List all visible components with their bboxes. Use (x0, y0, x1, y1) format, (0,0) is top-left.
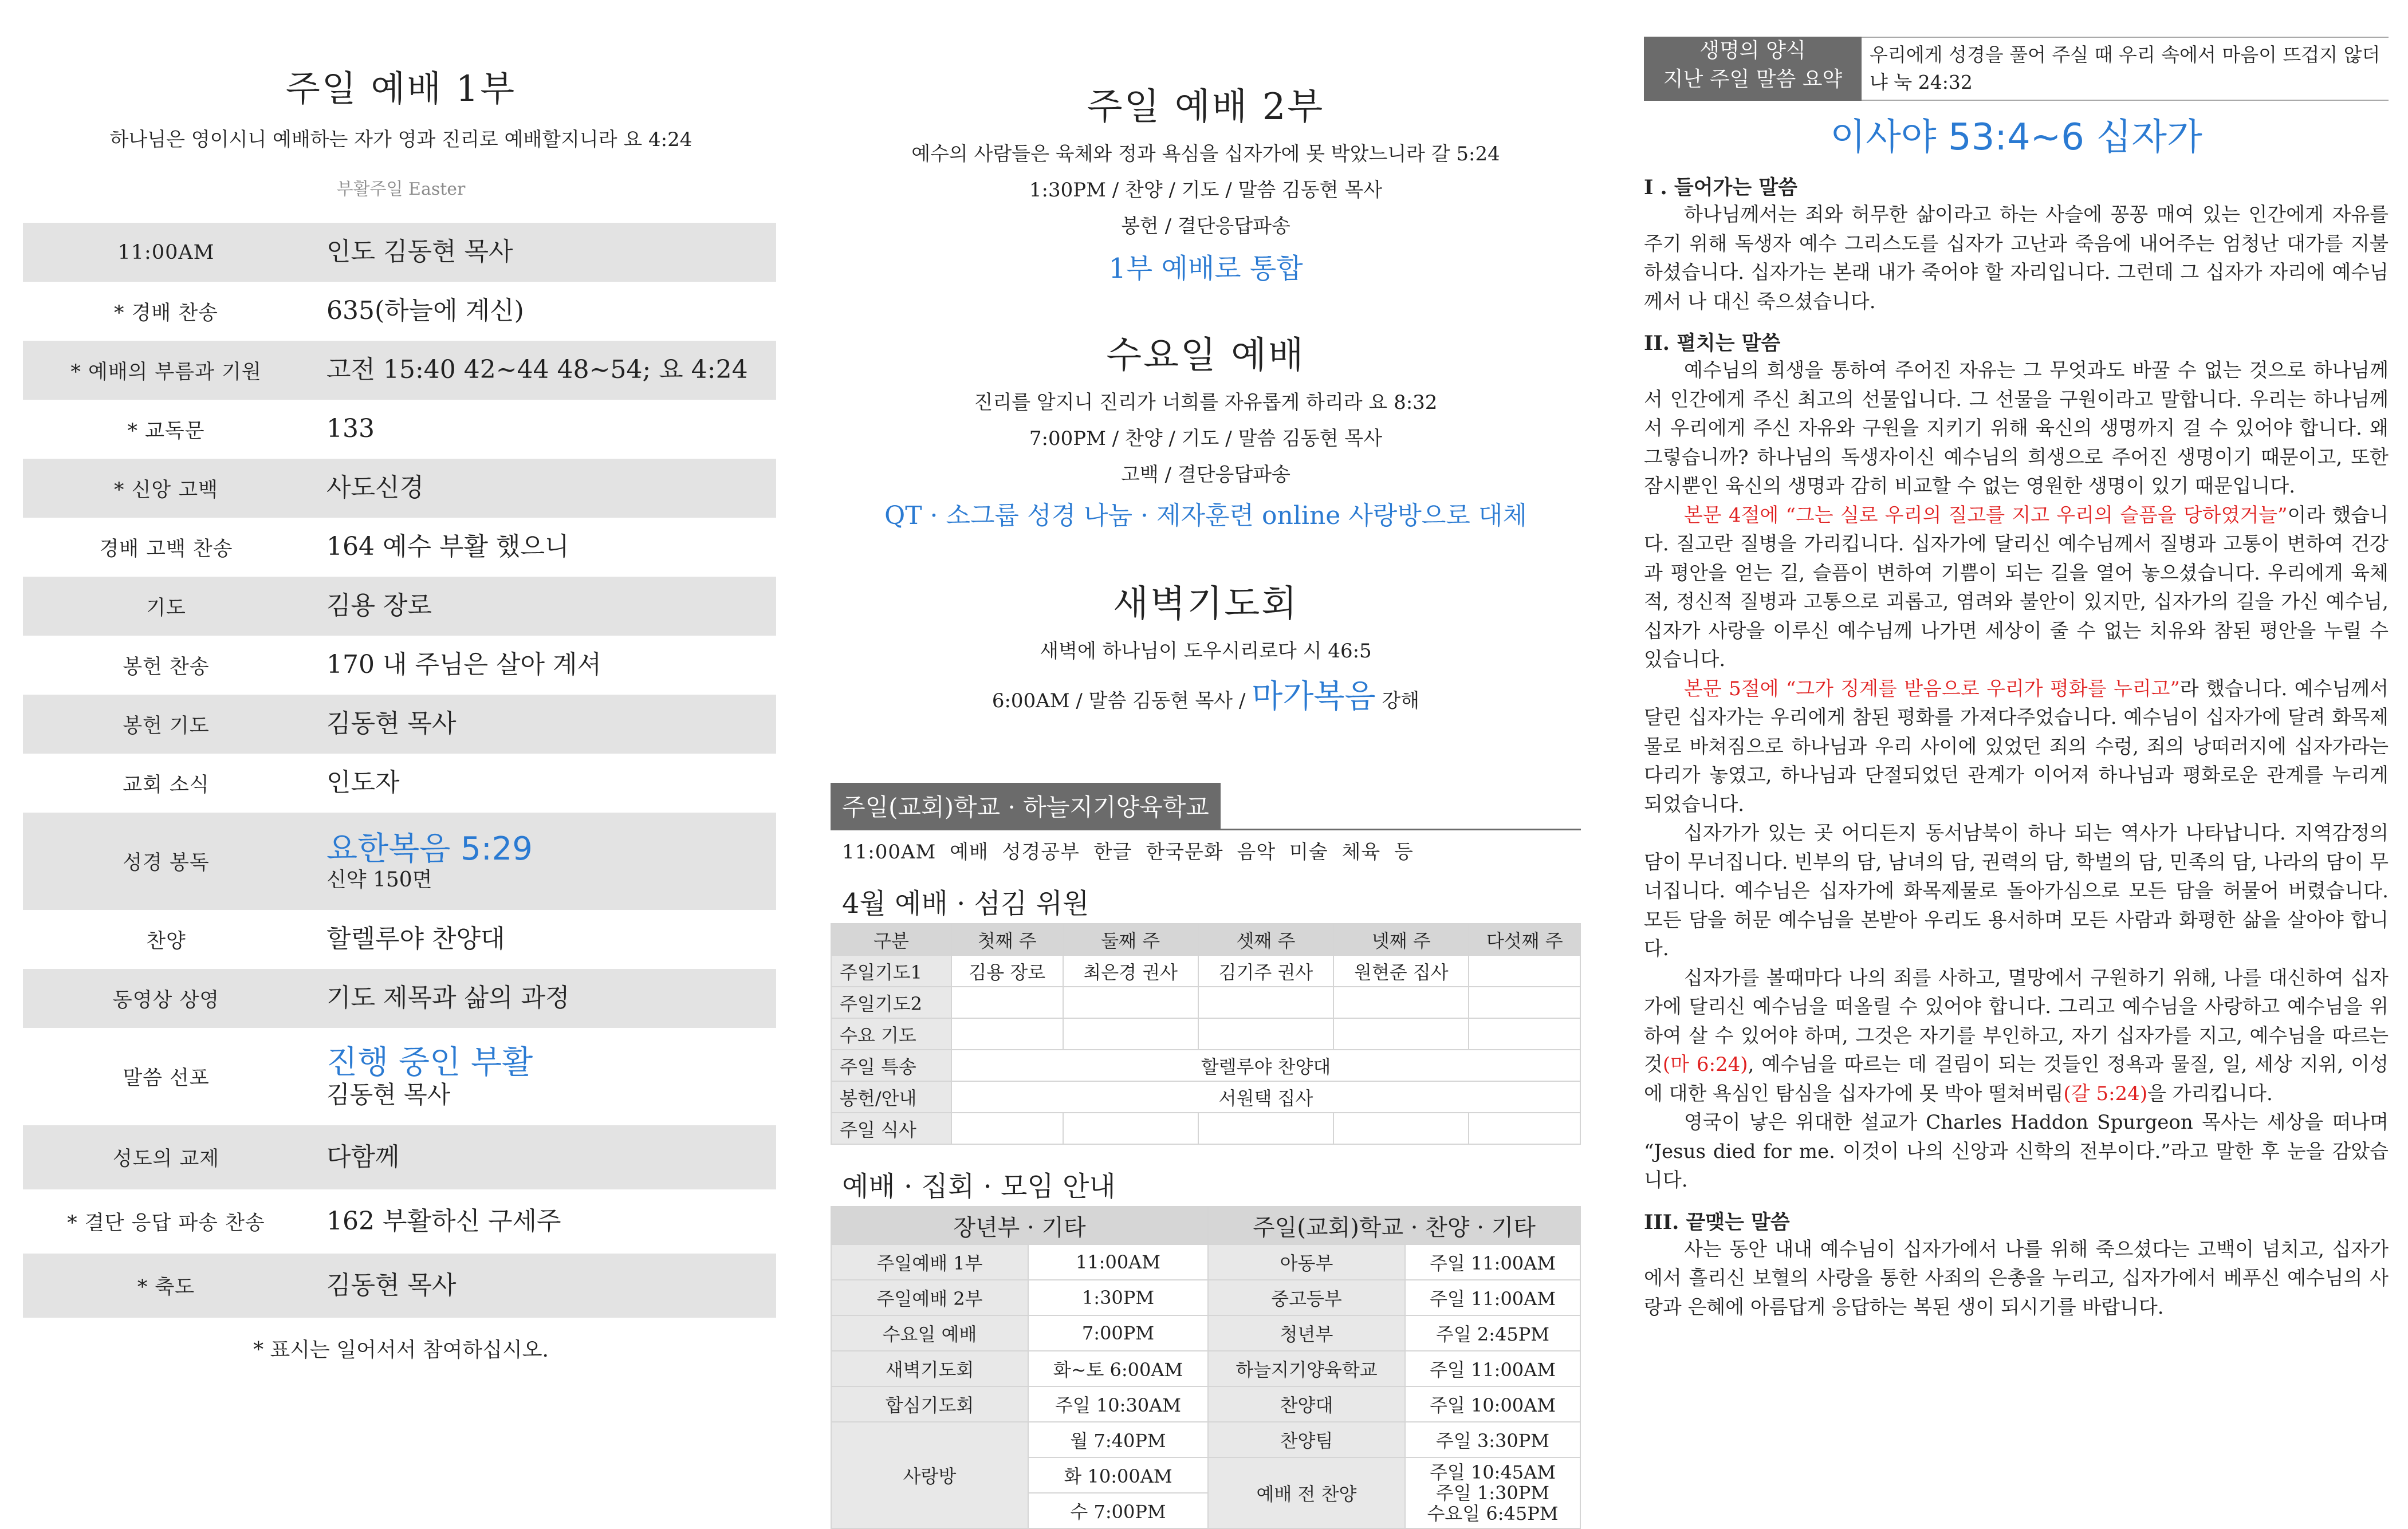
paragraph: 영국이 낳은 위대한 설교가 Charles Haddon Spurgeon 목사는 세상을 떠나며 “Jesus died for me. 이것이 나의 신앙과 신학의 전부이다.”라고 말한 후 눈을 감았습니다. (1644, 1111, 2389, 1192)
committee-cell (951, 987, 1063, 1018)
order-row-sermon (23, 1028, 776, 1125)
order-label: 교회 소식 (123, 773, 210, 797)
order-value: 김동현 목사 (326, 709, 457, 739)
wednesday-title: 수요일 예배 (1106, 334, 1305, 377)
preacher: 김동현 목사 (326, 1081, 451, 1109)
committee-cell (1469, 1113, 1580, 1144)
committee-header: 다섯째 주 (1469, 924, 1580, 955)
schedule-time: 주일 11:00AM (1405, 1351, 1580, 1386)
standing-note: * 표시는 일어서서 참여하십시오. (253, 1338, 549, 1362)
service2-verse: 예수의 사람들은 육체와 정과 욕심을 십자가에 못 박았느니라 갈 5:24 (911, 143, 1500, 165)
sermon-header (1644, 37, 2389, 101)
schedule-name: 하늘지기양육학교 (1208, 1351, 1405, 1386)
committee-role: 주일기도1 (831, 955, 951, 987)
paragraph (1644, 501, 2389, 675)
committee-cell (951, 1018, 1063, 1050)
committee-table (831, 923, 1581, 1145)
schedule-name: 중고등부 (1208, 1280, 1405, 1315)
order-row (23, 695, 776, 754)
schedule-time: 수요일 6:45PM (1427, 1503, 1559, 1524)
table-row (831, 1018, 1580, 1050)
order-row (23, 459, 776, 518)
dawn-verse: 새벽에 하나님이 도우시리로다 시 46:5 (1040, 640, 1372, 663)
committee-cell (1333, 987, 1469, 1018)
dawn-line-prefix: 6:00AM / 말씀 김동현 목사 / (991, 689, 1246, 712)
sermon-title: 이사야 53:4~6 십자가 (1830, 116, 2202, 159)
service2-title: 주일 예배 2부 (1087, 86, 1325, 128)
committee-cell (1063, 1113, 1198, 1144)
highlighted-quote: 본문 4절에 “그는 실로 우리의 질고를 지고 우리의 슬픔을 당하였거늘” (1684, 503, 2288, 527)
order-value: 635(하늘에 계신) (326, 296, 524, 326)
table-row (831, 1386, 1580, 1422)
paragraph: 사는 동안 내내 예수님이 십자가에서 나를 위해 죽으셨다는 고백이 넘치고, 십자가에서 흘리신 보혈의 사랑을 통한 사죄의 은총을 누리고, 십자가에서 베푸신 예수님의 사랑과 은혜에 아름답게 응답하는 복된 생이 되시기를 바랍니다. (1644, 1238, 2389, 1319)
table-row (831, 1422, 1580, 1457)
highlighted-quote: 본문 5절에 “그가 징계를 받음으로 우리가 평화를 누리고” (1684, 677, 2180, 700)
schedule-time: 주일 11:00AM (1405, 1244, 1580, 1280)
table-row (831, 1315, 1580, 1351)
section-title: I . 들어가는 말씀 (1644, 176, 1797, 199)
service1-title: 주일 예배 1부 (285, 68, 517, 109)
committee-cell: 김용 장로 (951, 955, 1063, 987)
scripture-reference: 요한복음 5:29 (326, 830, 533, 868)
committee-cell (951, 1113, 1063, 1144)
schedule-time: 주일 1:30PM (1435, 1482, 1550, 1504)
schedule-time: 주일 2:45PM (1405, 1315, 1580, 1351)
order-label: 동영상 상영 (112, 988, 220, 1012)
schedule-name: 찬양팀 (1208, 1422, 1405, 1457)
dawn-line-suffix: 강해 (1382, 689, 1420, 712)
committee-merged-cell: 서원택 집사 (951, 1081, 1580, 1113)
order-value: 김동현 목사 (326, 1270, 457, 1300)
scripture-ref: (갈 5:24) (2063, 1082, 2148, 1105)
committee-cell: 원현준 집사 (1333, 955, 1469, 987)
schedule-time: 7:00PM (1028, 1315, 1208, 1351)
sermon-header-top: 생명의 양식 (1699, 39, 1806, 62)
schedule-right-header: 주일(교회)학교 · 찬양 · 기타 (1208, 1207, 1580, 1244)
order-label: 11:00AM (117, 241, 215, 264)
committee-cell (1469, 955, 1580, 987)
schedule-name: 합심기도회 (831, 1386, 1028, 1422)
schedule-name: 아동부 (1208, 1244, 1405, 1280)
dawn-title: 새벽기도회 (1112, 583, 1299, 625)
paragraph-text: 을 가리킵니다. (2147, 1082, 2273, 1105)
order-row (23, 754, 776, 813)
order-label: 기도 (146, 596, 186, 620)
paragraph-text: 십자가를 볼때마다 나의 죄를 사하고, 멸망에서 구원하기 위해, 나를 대신하여 십자가에 달리신 예수님을 떠올릴 수 있어야 합니다. 그리고 예수님을 사랑하고 예수님을 위하여 살 수 있어야 하며, 그것은 자기를 부인하고, 자기 십자가를 지고, 예수님을 따르는 것 (1644, 966, 2389, 1076)
committee-header: 셋째 주 (1198, 924, 1333, 955)
schedule-time: 주일 3:30PM (1405, 1422, 1580, 1457)
paragraph: 십자가가 있는 곳 어디든지 동서남북이 하나 되는 역사가 나타납니다. 지역감정의 담이 무너집니다. 빈부의 담, 남녀의 담, 권력의 담, 학벌의 담, 민족의 담, 나라의 담이 무너집니다. 예수님은 십자가에 화목제물로 돌아가심으로 모든 담을 허물어 버렸습니다. 모든 담을 허문 예수님을 본받아 우리도 용서하며 모든 사람과 화평한 삶을 살아야 합니다. (1644, 822, 2389, 960)
order-row (23, 636, 776, 695)
order-label: 경배 고백 찬송 (99, 537, 233, 561)
schedule-name: 수요일 예배 (831, 1315, 1028, 1351)
services-column (831, 0, 1581, 1524)
section-title: III. 끝맺는 말씀 (1644, 1210, 1790, 1234)
order-value: 162 부활하신 구세주 (326, 1206, 561, 1236)
committee-role: 주일기도2 (831, 987, 951, 1018)
table-row (831, 1081, 1580, 1113)
service1-verse: 하나님은 영이시니 예배하는 자가 영과 진리로 예배할지니라 요 4:24 (109, 128, 693, 151)
school-header: 주일(교회)학교 · 하늘지기양육학교 (831, 783, 1221, 829)
committee-header: 첫째 주 (951, 924, 1063, 955)
order-label: 말씀 선포 (123, 1067, 210, 1090)
service2-notice: 1부 예배로 통합 (1108, 253, 1303, 285)
table-row (831, 1244, 1580, 1280)
committee-role: 봉헌/안내 (831, 1081, 951, 1113)
section-title: II. 펼치는 말씀 (1644, 332, 1781, 355)
scripture-ref: (마 6:24) (1662, 1053, 1748, 1076)
committee-cell (1333, 1113, 1469, 1144)
table-row (831, 1351, 1580, 1386)
paragraph (1644, 675, 2389, 819)
committee-merged-cell: 할렐루야 찬양대 (951, 1050, 1580, 1081)
table-row (831, 1050, 1580, 1081)
order-label: * 축도 (137, 1276, 195, 1299)
committee-role: 주일 특송 (831, 1050, 951, 1081)
sermon-header-bottom: 지난 주일 말씀 요약 (1663, 68, 1843, 91)
schedule-time: 1:30PM (1028, 1280, 1208, 1315)
table-row (831, 955, 1580, 987)
order-label: * 결단 응답 파송 찬송 (67, 1212, 265, 1235)
schedule-left-header: 장년부 · 기타 (831, 1207, 1208, 1244)
paragraph (1644, 964, 2389, 1109)
schedule-time: 화 10:00AM (1028, 1457, 1208, 1493)
order-label: * 예배의 부름과 기원 (70, 360, 262, 384)
order-value: 다함께 (326, 1142, 400, 1172)
committee-role: 수요 기도 (831, 1018, 951, 1050)
schedule-time: 월 7:40PM (1028, 1422, 1208, 1457)
schedule-table (831, 1206, 1581, 1529)
order-label: 봉헌 기도 (123, 714, 210, 738)
wednesday-block (831, 326, 1581, 531)
order-row-scripture (23, 813, 776, 910)
order-row (23, 910, 776, 969)
order-row (23, 518, 776, 577)
schedule-time: 수 7:00PM (1028, 1493, 1208, 1528)
dawn-block (831, 574, 1581, 717)
order-label: 봉헌 찬송 (123, 655, 210, 679)
schedule-name: 예배 전 찬양 (1208, 1457, 1405, 1528)
paragraph: 하나님께서는 죄와 허무한 삶이라고 하는 사슬에 꽁꽁 매여 있는 인간에게 자유를 주기 위해 독생자 예수 그리스도를 십자가 고난과 죽음에 내어주는 엄청난 대가를 지불하셨습니다. 십자가는 본래 내가 죽어야 할 자리입니다. 그런데 그 십자가 자리에 예수님께서 나 대신 죽으셨습니다. (1644, 203, 2389, 313)
order-row (23, 577, 776, 636)
order-row (23, 969, 776, 1028)
schedule-time: 11:00AM (1028, 1244, 1208, 1280)
order-value: 할렐루야 찬양대 (326, 924, 505, 954)
service2-line1: 1:30PM / 찬양 / 기도 / 말씀 김동현 목사 (1029, 179, 1383, 202)
paragraph-text: 이라 했습니다. 질고란 질병을 가리킵니다. 십자가에 달리신 예수님께서 질병과 고통이 변하여 건강과 평안을 얻는 길, 슬픔이 변하여 기쁨이 되는 길을 열어 놓으셨습니다. 우리에게 육체적, 정신적 질병과 고통으로 괴롭고, 염려와 불안이 있지만, 십자가의 길을 가신 예수님, 십자가 사랑을 이루신 예수님께 나가면 세상이 줄 수 없는 치유와 참된 평안을 누릴 수 있습니다. (1644, 503, 2389, 671)
order-value: 고전 15:40 42~44 48~54; 요 4:24 (326, 355, 748, 385)
order-label: * 교독문 (127, 419, 205, 443)
sermon-summary-column (1644, 0, 2389, 1460)
schedule-title: 예배 · 집회 · 모임 안내 (842, 1171, 1116, 1203)
season-label: 부활주일 Easter (336, 179, 466, 199)
wednesday-line1: 7:00PM / 찬양 / 기도 / 말씀 김동현 목사 (1029, 427, 1383, 450)
order-value: 170 내 주님은 살아 계셔 (326, 650, 601, 680)
committee-role: 주일 식사 (831, 1113, 951, 1144)
paragraph: 예수님의 희생을 통하여 주어진 자유는 그 무엇과도 바꿀 수 없는 것으로 하나님께서 인간에게 주신 최고의 선물입니다. 그 선물을 구원이라고 말합니다. 우리는 하나님께서 우리에게 주신 자유와 구원을 지키기 위해 육신의 생명까지 걸 수 있어야 합니다. 왜 그렇습니까? 하나님의 독생자이신 예수님의 희생으로 주어진 생명이기 때문이고, 또한 잠시뿐인 육신의 생명과 감히 비교할 수 없는 영원한 생명이 있기 때문입니다. (1644, 359, 2389, 498)
school-line: 11:00AM 예배 성경공부 한글 한국문화 음악 미술 체육 등 (842, 841, 1414, 864)
school-block (831, 783, 1581, 864)
sunday-service-1-column (23, 0, 779, 1460)
order-row (23, 400, 776, 459)
committee-cell (1198, 1018, 1333, 1050)
schedule-time: 주일 10:00AM (1405, 1386, 1580, 1422)
service2-line2: 봉헌 / 결단응답파송 (1121, 215, 1290, 238)
schedule-time: 주일 10:30AM (1028, 1386, 1208, 1422)
committee-cell (1063, 1018, 1198, 1050)
committee-header: 구분 (831, 924, 951, 955)
order-value: 인도 김동현 목사 (326, 237, 513, 267)
schedule-name: 새벽기도회 (831, 1351, 1028, 1386)
wednesday-verse: 진리를 알지니 진리가 너희를 자유롭게 하리라 요 8:32 (974, 391, 1438, 414)
order-value: 김용 장로 (326, 591, 432, 621)
committee-cell (1469, 1018, 1580, 1050)
order-value: 164 예수 부활 했으니 (326, 532, 569, 562)
wednesday-line2: 고백 / 결단응답파송 (1121, 463, 1290, 486)
order-row (23, 341, 776, 400)
committee-header: 둘째 주 (1063, 924, 1198, 955)
committee-header: 넷째 주 (1333, 924, 1469, 955)
committee-cell (1198, 1113, 1333, 1144)
committee-cell: 최은경 권사 (1063, 955, 1198, 987)
committee-cell (1063, 987, 1198, 1018)
schedule-name: 찬양대 (1208, 1386, 1405, 1422)
order-label: 성경 봉독 (123, 852, 210, 874)
committee-title: 4월 예배 · 섬김 위원 (842, 888, 1089, 920)
schedule-name: 청년부 (1208, 1315, 1405, 1351)
order-label: * 경배 찬송 (114, 301, 218, 325)
committee-cell (1469, 987, 1580, 1018)
scripture-page: 신약 150면 (326, 868, 432, 892)
sermon-title: 진행 중인 부활 (326, 1043, 533, 1081)
wednesday-notice: QT · 소그룹 성경 나눔 · 제자훈련 online 사랑방으로 대체 (884, 501, 1527, 530)
order-row (23, 1125, 776, 1189)
order-value: 사도신경 (326, 473, 424, 503)
committee-cell: 김기주 권사 (1198, 955, 1333, 987)
table-row (831, 987, 1580, 1018)
order-row (23, 282, 776, 341)
sermon-header-verse: 우리에게 성경을 풀어 주실 때 우리 속에서 마음이 뜨겁지 않더냐 눅 24:32 (1862, 37, 2389, 101)
order-value: 기도 제목과 삶의 과정 (326, 983, 570, 1013)
order-label: 찬양 (146, 929, 186, 953)
service-order (23, 223, 779, 1318)
order-row (23, 223, 776, 282)
paragraph-text: 라 했습니다. 예수님께서 달린 십자가는 우리에게 참된 평화를 가져다주었습니다. 예수님이 십자가에 달려 화목제물로 바쳐짐으로 하나님과 우리 사이에 있었던 죄의 수렁, 죄의 낭떠러지에 십자가라는 다리가 놓였고, 하나님과 단절되었던 관계가 이어져 하나님과 평화로운 관계를 누리게 되었습니다. (1644, 677, 2389, 816)
order-value: 133 (326, 414, 375, 444)
order-row (23, 1254, 776, 1318)
order-value: 인도자 (326, 768, 400, 798)
order-row (23, 1189, 776, 1254)
schedule-time: 주일 10:45AM (1429, 1461, 1556, 1483)
schedule-time: 주일 11:00AM (1405, 1280, 1580, 1315)
schedule-time: 화~토 6:00AM (1028, 1351, 1208, 1386)
table-row (831, 1113, 1580, 1144)
schedule-name: 주일예배 2부 (831, 1280, 1028, 1315)
order-label: 성도의 교제 (112, 1148, 220, 1171)
table-row (831, 1280, 1580, 1315)
committee-cell (1198, 987, 1333, 1018)
service2-block (831, 77, 1581, 286)
paragraph-text: , 예수님을 따르는 데 걸림이 되는 것들인 정욕과 물질, 일, 세상 지위, 이성에 대한 욕심인 탐심을 십자가에 못 박아 떨쳐버림 (1644, 1053, 2389, 1105)
dawn-book: 마가복음 (1252, 678, 1376, 715)
committee-cell (1333, 1018, 1469, 1050)
order-label: * 신앙 고백 (114, 478, 218, 502)
schedule-name: 사랑방 (831, 1422, 1028, 1528)
schedule-name: 주일예배 1부 (831, 1244, 1028, 1280)
